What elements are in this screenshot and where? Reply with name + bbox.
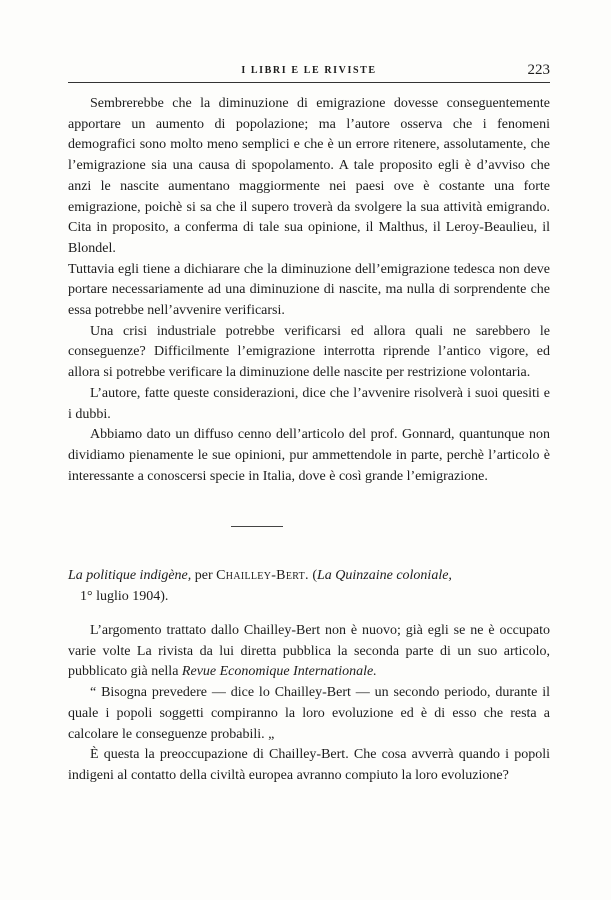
page-number: 223 — [527, 62, 550, 78]
running-title: I LIBRI E LE RIVISTE — [241, 65, 377, 76]
section-divider — [231, 526, 283, 527]
quotation-paragraph: “ Bisogna prevedere — dice lo Chailley-Bert — un secondo periodo, durante il quale i popoli soggetti compiranno la loro evoluzione ed è di esso che resta a calcolare le conseguenze probabili. „ — [68, 685, 550, 742]
paragraph-text: L’argomento trattato dallo Chailley-Bert non è nuovo; già egli se ne è occupato varie volte La rivista da lui diretta pubblica la seconda parte di un suo articolo, pubblicato già nella — [68, 623, 550, 680]
review-heading-line — [68, 566, 550, 587]
paragraph — [68, 621, 550, 683]
paragraph: Abbiamo dato un diffuso cenno dell’articolo del prof. Gonnard, quantunque non dividiamo pienamente le sue opinioni, pur ammettendole in parte, perchè l’articolo è interessante a conoscersi specie in Italia, dove è così grande l’emigrazione. — [68, 427, 550, 484]
journal-name: La Quinzaine coloniale, — [316, 568, 452, 583]
header-rule — [68, 82, 550, 83]
running-head — [68, 62, 550, 82]
by-word: per — [194, 568, 213, 583]
cited-journal: Revue Economique Internationale. — [181, 664, 377, 680]
source-paren: ( — [312, 568, 317, 583]
review-body — [68, 621, 550, 787]
paragraph: Una crisi industriale potrebbe verificarsi ed allora quali ne sarebbero le conseguenze? Difficilmente l’emigrazione interrotta riprende l’antico vigore, ed allora si potrebbe verificare la diminuzione delle nascite per restrizione volontaria. — [68, 323, 550, 381]
paragraph: L’autore, fatte queste considerazioni, dice che l’avvenire risolverà i suoi quesiti e i dubbi. — [68, 385, 550, 422]
work-title: La politique indigène, — [68, 568, 192, 583]
publication-date: 1° luglio 1904). — [80, 588, 169, 604]
paragraph: È questa la preoccupazione di Chailley-Bert. Che cosa avverrà quando i popoli indigeni al contatto della civiltà europea avranno compiuto la loro evoluzione? — [68, 747, 550, 783]
review-heading — [68, 566, 550, 607]
article-continuation — [68, 94, 550, 487]
paragraph: Sembrerebbe che la diminuzione di emigrazione dovesse conseguentemente apportare un aumento di popolazione; ma l’autore osserva che i fenomeni demografici sono molto meno semplici e che è un errore ritenere, assolutamente, che l’emigrazione sia una causa di spopolamento. A tale proposito egli è d’avviso che anzi le nascite aumentano maggiormente nei paesi ove è costante una forte emigrazione, poichè si sa che il supero troverà da svolgere la sua attività emigrando. Cita in proposito, a conferma di tale sua opinione, il Malthus, il Leroy-Beaulieu, il Blondel. — [68, 96, 550, 256]
author-name: Chailley-Bert. — [216, 568, 309, 583]
paragraph: Tuttavia egli tiene a dichiarare che la diminuzione dell’emigrazione tedesca non deve portare necessariamente ad una diminuzione di nascite, ma nulla di sorprendente che essa potrebbe nell’avvenire verificarsi. — [68, 261, 550, 319]
